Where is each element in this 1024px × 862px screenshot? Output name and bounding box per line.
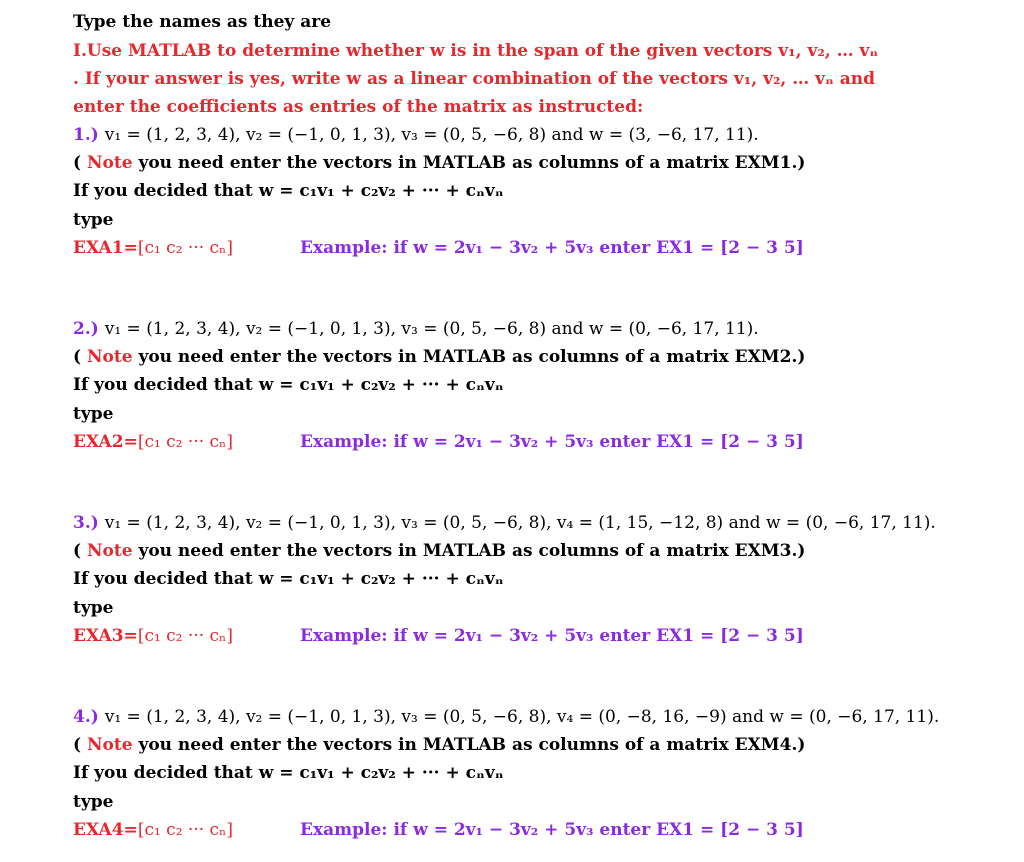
- example-text: Example: if w = 2v₁ − 3v₂ + 5v₃ enter EX1 = [2 − 3 5]: [300, 432, 804, 452]
- problem-statement: [73, 124, 759, 146]
- answer-vector: [c₁ c₂ ··· cₙ]: [137, 820, 234, 840]
- answer-vector: [c₁ c₂ ··· cₙ]: [137, 626, 234, 646]
- note-text: you need enter the vectors in MATLAB as columns of a matrix EXM4.): [138, 735, 806, 755]
- answer-name: EXA3=: [73, 626, 138, 646]
- intro-task-line2: . If your answer is yes, write w as a linear combination of the vectors v₁, v₂, … vₙ and: [73, 69, 876, 89]
- problem-statement: [73, 706, 939, 728]
- example-text: Example: if w = 2v₁ − 3v₂ + 5v₃ enter EX1 = [2 − 3 5]: [300, 626, 804, 646]
- problem-statement: [73, 318, 759, 340]
- problem-type: type: [73, 792, 114, 812]
- answer-name: EXA2=: [73, 432, 138, 452]
- intro-task-line1: I.Use MATLAB to determine whether w is in the span of the given vectors v₁, v₂, … vₙ: [73, 41, 879, 61]
- example-text: Example: if w = 2v₁ − 3v₂ + 5v₃ enter EX1 = [2 − 3 5]: [300, 820, 804, 840]
- note-word: Note: [86, 541, 133, 561]
- problem-number: 2.): [73, 319, 99, 339]
- intro-instruction: Type the names as they are: [73, 12, 332, 32]
- note-word: Note: [86, 735, 133, 755]
- answer-vector: [c₁ c₂ ··· cₙ]: [137, 432, 234, 452]
- problem-type: type: [73, 210, 114, 230]
- intro-task-line3: enter the coefficients as entries of the matrix as instructed:: [73, 97, 644, 117]
- problem-statement: [73, 512, 936, 534]
- problem-number: 4.): [73, 707, 99, 727]
- problem-answer-row: [73, 625, 953, 647]
- problem-answer-row: [73, 237, 953, 259]
- answer-name: EXA1=: [73, 238, 138, 258]
- note-word: Note: [86, 153, 133, 173]
- problem-type: type: [73, 598, 114, 618]
- answer-vector: [c₁ c₂ ··· cₙ]: [137, 238, 234, 258]
- problem-answer-row: [73, 819, 953, 841]
- answer-name: EXA4=: [73, 820, 138, 840]
- example-text: Example: if w = 2v₁ − 3v₂ + 5v₃ enter EX1 = [2 − 3 5]: [300, 238, 804, 258]
- problem-vectors: v₁ = (1, 2, 3, 4), v₂ = (−1, 0, 1, 3), v₃ = (0, 5, −6, 8), v₄ = (1, 15, −12, 8) and w = (0, −6, 17, 11).: [104, 513, 936, 533]
- problem-note: ( Note you need enter the vectors in MATLAB as columns of a matrix EXM2.): [73, 347, 806, 367]
- problem-answer-row: [73, 431, 953, 453]
- problem-note: ( Note you need enter the vectors in MATLAB as columns of a matrix EXM4.): [73, 735, 806, 755]
- note-text: you need enter the vectors in MATLAB as columns of a matrix EXM1.): [138, 153, 806, 173]
- problem-decided: If you decided that w = c₁v₁ + c₂v₂ + ··· + cₙvₙ: [73, 569, 504, 589]
- problem-type: type: [73, 404, 114, 424]
- problem-note: ( Note you need enter the vectors in MATLAB as columns of a matrix EXM3.): [73, 541, 806, 561]
- problem-vectors: v₁ = (1, 2, 3, 4), v₂ = (−1, 0, 1, 3), v₃ = (0, 5, −6, 8) and w = (3, −6, 17, 11).: [104, 125, 759, 145]
- problem-vectors: v₁ = (1, 2, 3, 4), v₂ = (−1, 0, 1, 3), v₃ = (0, 5, −6, 8), v₄ = (0, −8, 16, −9) and w = (0, −6, 17, 11).: [104, 707, 940, 727]
- problem-decided: If you decided that w = c₁v₁ + c₂v₂ + ··· + cₙvₙ: [73, 763, 504, 783]
- problem-decided: If you decided that w = c₁v₁ + c₂v₂ + ··· + cₙvₙ: [73, 375, 504, 395]
- note-text: you need enter the vectors in MATLAB as columns of a matrix EXM3.): [138, 541, 806, 561]
- problem-note: ( Note you need enter the vectors in MATLAB as columns of a matrix EXM1.): [73, 153, 806, 173]
- problem-decided: If you decided that w = c₁v₁ + c₂v₂ + ··· + cₙvₙ: [73, 181, 504, 201]
- problem-number: 1.): [73, 125, 99, 145]
- problem-vectors: v₁ = (1, 2, 3, 4), v₂ = (−1, 0, 1, 3), v₃ = (0, 5, −6, 8) and w = (0, −6, 17, 11).: [104, 319, 759, 339]
- problem-number: 3.): [73, 513, 99, 533]
- note-word: Note: [86, 347, 133, 367]
- note-text: you need enter the vectors in MATLAB as columns of a matrix EXM2.): [138, 347, 806, 367]
